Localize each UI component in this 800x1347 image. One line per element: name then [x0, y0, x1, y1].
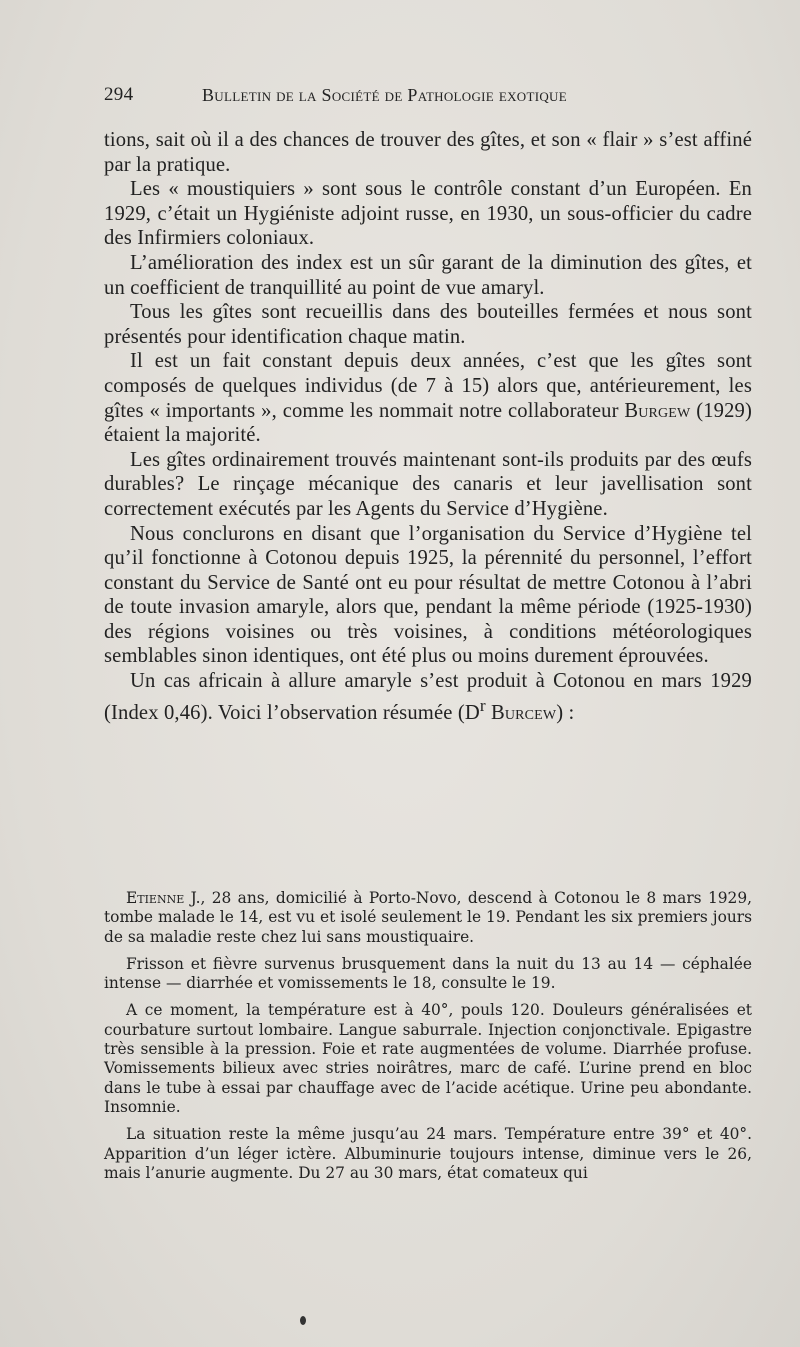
paragraph: [104, 349, 752, 447]
observation-paragraph: [104, 889, 752, 947]
paragraph: [104, 669, 752, 725]
observation-paragraph: La situation reste la même jusqu’au 24 mars. Température entre 39° et 40°. Apparition d’un léger ictère. Albuminurie toujours intense, diminue vers le 26, mais l’anurie augmente. Du 27 au 30 mars, état comateux qui: [104, 1125, 752, 1182]
observation-paragraph: A ce moment, la température est à 40°, pouls 120. Douleurs généralisées et courbature surtout lombaire. Langue saburrale. Injection conjonctivale. Epigastre très sensible à la pression. Foie et rate augmentées de volume. Diarrhée profuse. Vomissements bilieux avec stries noirâtres, marc de café. L’urine prend en bloc dans le tube à essai par chauffage avec de l’acide acétique. Urine peu abondante. Insomnie.: [104, 1001, 752, 1116]
page-number: 294: [104, 84, 134, 105]
observation-paragraph: Frisson et fièvre survenus brusquement dans la nuit du 13 au 14 — céphalée intense — diarrhée et vomissements le 18, consulte le 19.: [104, 954, 752, 993]
ink-spot: [300, 1316, 306, 1325]
paragraph: Les « moustiquiers » sont sous le contrôle constant d’un Européen. En 1929, c’était un Hygiéniste adjoint russe, en 1930, un sous-officier du cadre des Infirmiers coloniaux.: [104, 178, 752, 250]
running-header: [104, 84, 664, 110]
author-name: Burcew: [485, 701, 557, 724]
author-name: Burgew: [624, 399, 691, 422]
text-run: Un cas africain à allure amaryle s’est produit à Cotonou en mars 1929 (Index 0,46). Voici l’observation résumée (D: [104, 670, 752, 724]
journal-title: Bulletin de la Société de Pathologie exotique: [202, 85, 567, 105]
patient-name: Etienne: [126, 889, 185, 907]
paragraph: L’amélioration des index est un sûr garant de la diminution des gîtes, et un coefficient de tranquillité au point de vue amaryl.: [104, 251, 752, 299]
paragraph: Tous les gîtes sont recueillis dans des bouteilles fermées et nous sont présentés pour identification chaque matin.: [104, 301, 752, 348]
superscript: r: [479, 695, 486, 715]
paragraph: tions, sait où il a des chances de trouver des gîtes, et son « flair » s’est affiné par la pratique.: [104, 129, 752, 176]
text-run: (1929) étaient la majorité.: [104, 399, 752, 447]
text-run: J., 28 ans, domicilié à Porto-Novo, descend à Cotonou le 8 mars 1929, tombe malade le 14, est vu et isolé seulement le 19. Pendant les six premiers jours de sa maladie reste chez lui sans moustiquaire.: [104, 889, 752, 946]
case-observation: [104, 889, 752, 1191]
paragraph: Les gîtes ordinairement trouvés maintenant sont-ils produits par des œufs durables? Le rinçage mécanique des canaris et leur javellisation sont correctement exécutés par les Agents du Service d’Hygiène.: [104, 448, 752, 520]
main-text: [104, 128, 752, 725]
paragraph: Nous conclurons en disant que l’organisation du Service d’Hygiène tel qu’il fonctionne à Cotonou depuis 1925, la pérennité du personnel, l’effort constant du Service de Santé ont eu pour résultat de mettre Cotonou à l’abri de toute invasion amaryle, alors que, pendant la même période (1925-1930) des régions voisines ou très voisines, à conditions météorologiques semblables sinon identiques, ont été plus ou moins durement éprouvées.: [104, 522, 752, 668]
text-run: Il est un fait constant depuis deux années, c’est que les gîtes sont composés de quelques individus (de 7 à 15) alors que, antérieurement, les gîtes « importants », comme les nommait notre collaborateur: [104, 350, 752, 422]
text-run: ) :: [556, 701, 575, 724]
